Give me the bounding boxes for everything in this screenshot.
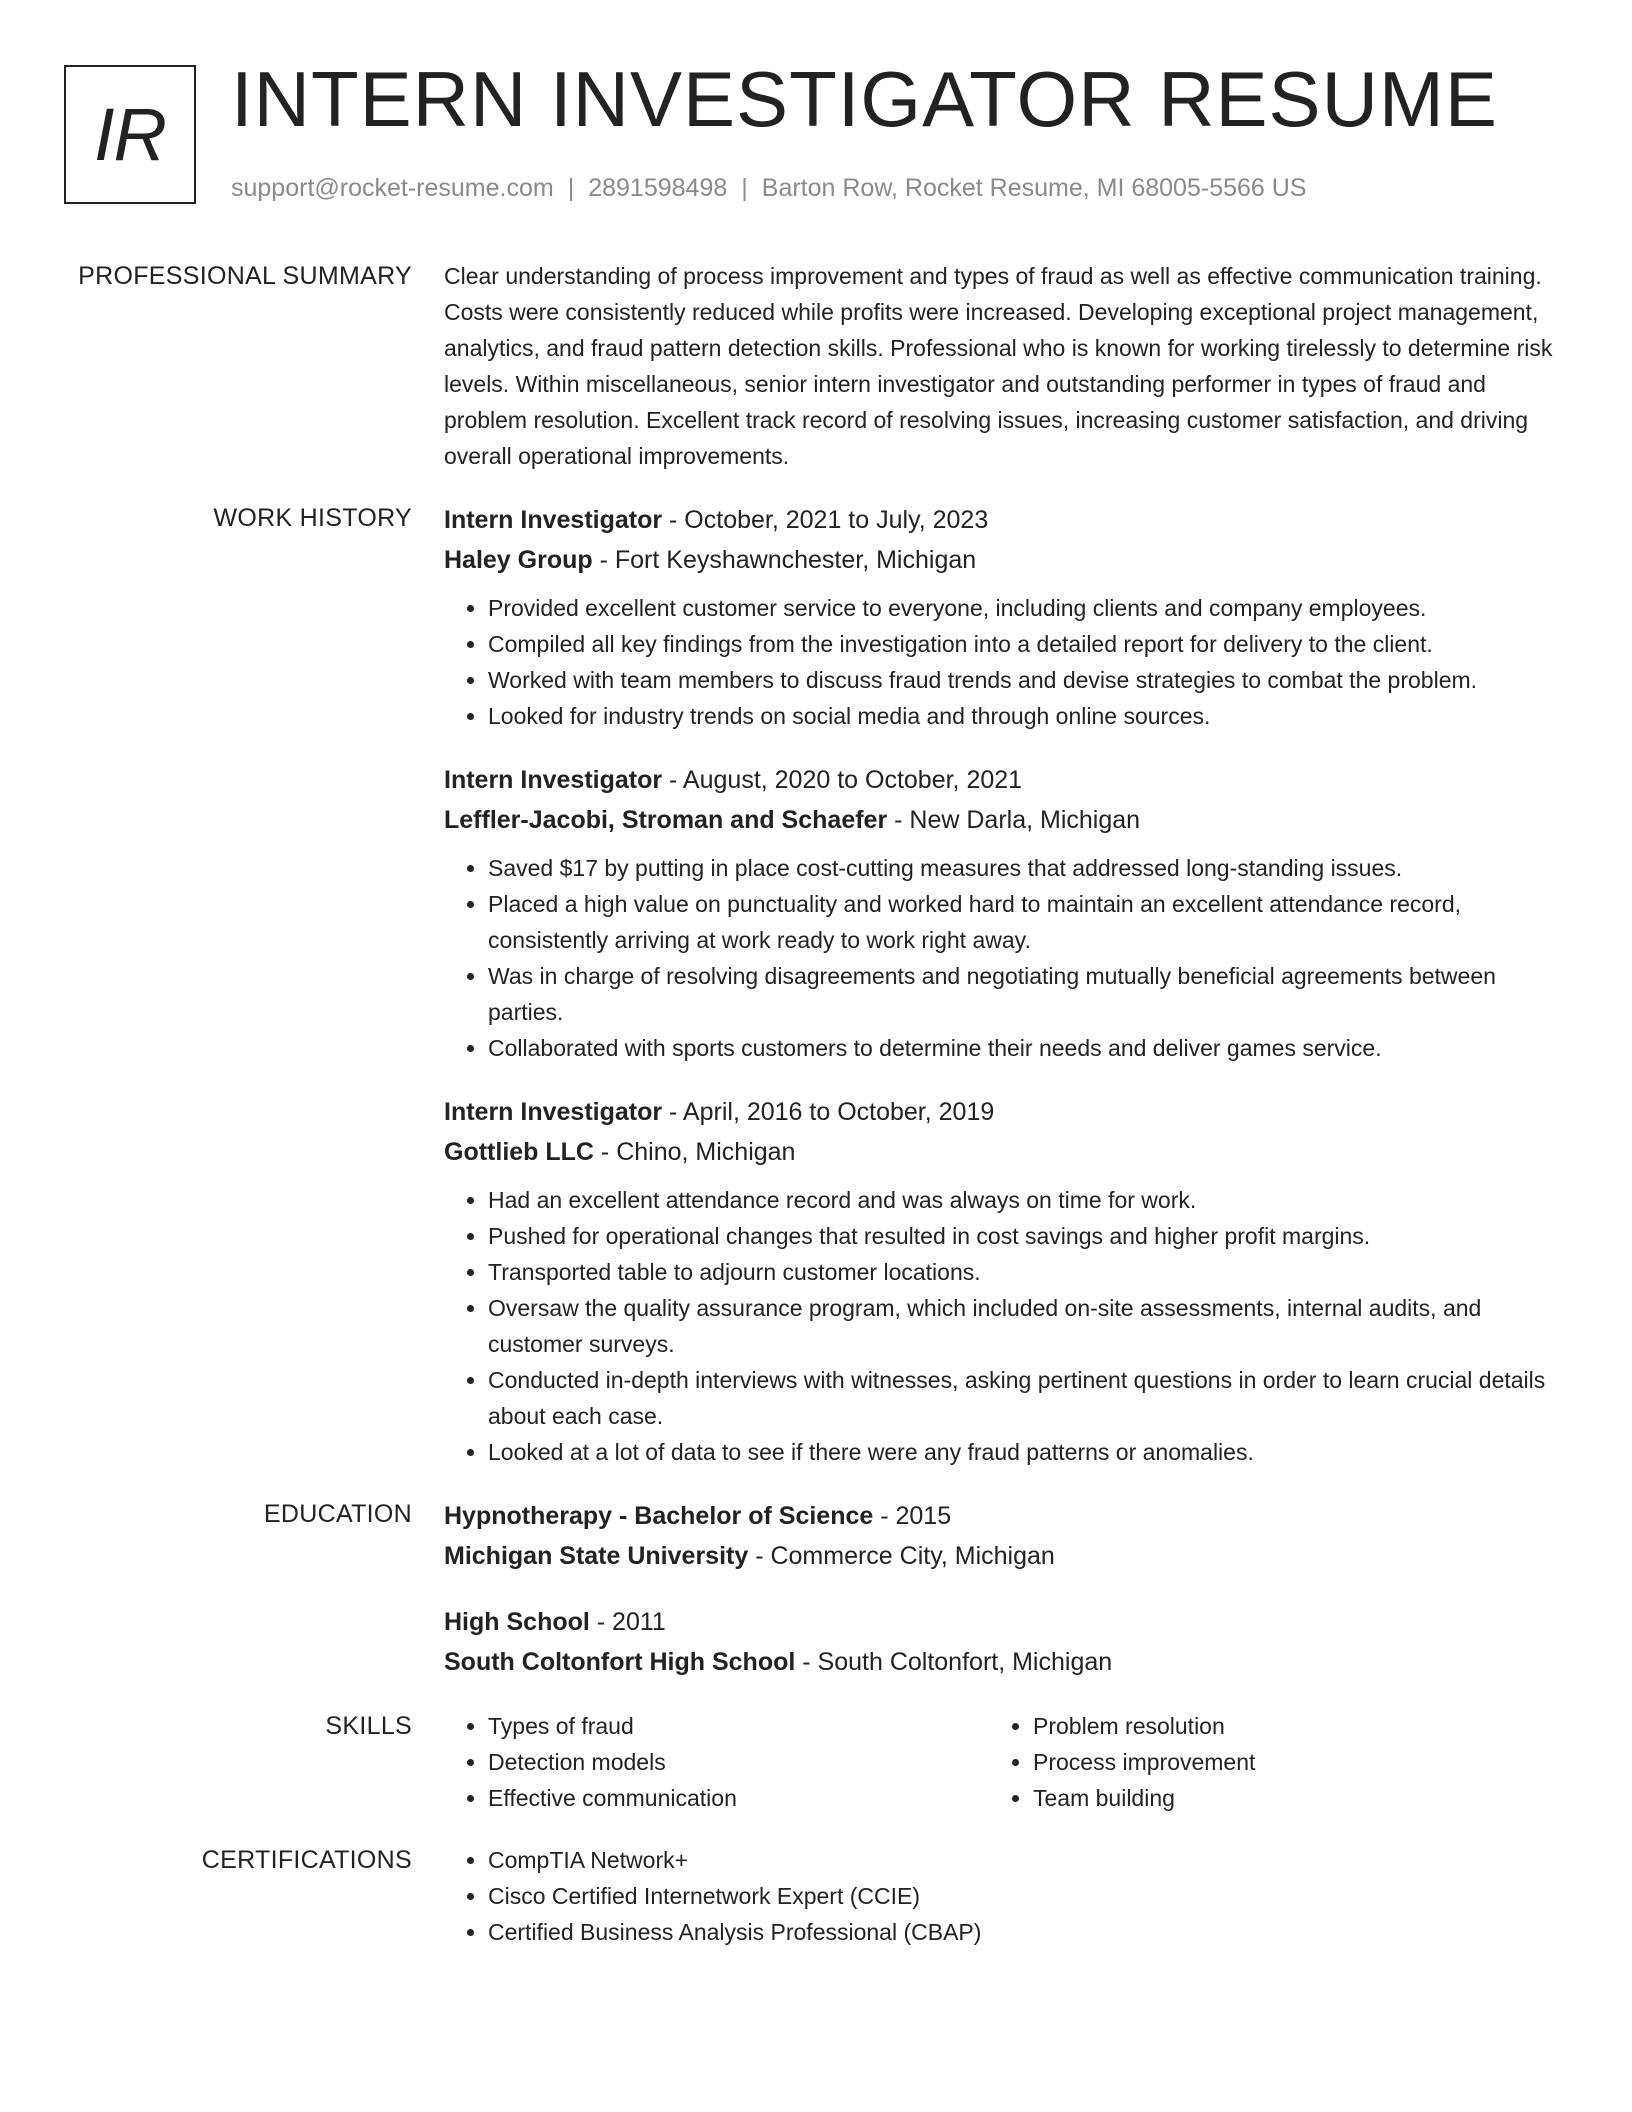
section-body: [444, 1708, 1559, 1816]
job-location: - New Darla, Michigan: [887, 806, 1141, 834]
contact-phone: 2891598498: [588, 174, 728, 202]
skill-item: • Detection models: [488, 1744, 989, 1780]
resume-content: [0, 258, 1632, 1976]
job-entry: [444, 760, 1559, 1066]
skill-item: • Types of fraud: [488, 1708, 989, 1744]
degree: Hypnotherapy - Bachelor of Science: [444, 1502, 874, 1530]
skill-item: • Team building: [1033, 1780, 1534, 1816]
education-section: [0, 1496, 1632, 1682]
job-dates: - April, 2016 to October, 2019: [662, 1098, 995, 1126]
list-item: • Oversaw the quality assurance program, which included on-site assessments, internal audits, and customer surveys.: [488, 1290, 1559, 1362]
job-company: Leffler-Jacobi, Stroman and Schaefer: [444, 806, 888, 834]
monogram-logo: IR: [64, 65, 196, 204]
job-location: - Chino, Michigan: [593, 1138, 796, 1166]
degree: High School: [444, 1608, 590, 1636]
certification-item: • Certified Business Analysis Professional (CBAP): [488, 1914, 1559, 1950]
summary-text: Clear understanding of process improvement and types of fraud as well as effective communication training. Costs were consistently reduced while profits were increased. Developing exceptional project management, analytics, and fraud pattern detection skills. Professional who is known for working tirelessly to determine risk levels. Within miscellaneous, senior intern investigator and outstanding performer in types of fraud and problem resolution. Excellent track record of resolving issues, increasing customer satisfaction, and driving overall operational improvements.: [444, 263, 1553, 469]
list-item: • Had an excellent attendance record and was always on time for work.: [488, 1182, 1559, 1218]
job-entry: [444, 1092, 1559, 1470]
job-dates: - August, 2020 to October, 2021: [662, 766, 1023, 794]
job-company-line: [444, 1132, 1559, 1172]
school-line: [444, 1642, 1559, 1682]
list-item: • Pushed for operational changes that resulted in cost savings and higher profit margins.: [488, 1218, 1559, 1254]
school-location: - South Coltonfort, Michigan: [795, 1648, 1113, 1676]
list-item: • Worked with team members to discuss fraud trends and devise strategies to combat the problem.: [488, 662, 1559, 698]
school-name: South Coltonfort High School: [444, 1648, 796, 1676]
contact-email: support@rocket-resume.com: [231, 174, 554, 202]
skill-item: • Process improvement: [1033, 1744, 1534, 1780]
work-history-section: [0, 500, 1632, 1470]
degree-line: [444, 1602, 1559, 1642]
contact-separator: |: [567, 174, 575, 202]
contact-line: [231, 174, 1306, 203]
skill-item: • Effective communication: [488, 1780, 989, 1816]
list-item: • Compiled all key findings from the investigation into a detailed report for delivery to the client.: [488, 626, 1559, 662]
degree-line: [444, 1496, 1559, 1536]
skills-section: [0, 1708, 1632, 1816]
section-body: [444, 1842, 1559, 1950]
graduation-year: - 2011: [589, 1608, 666, 1636]
school-line: [444, 1536, 1559, 1576]
school-location: - Commerce City, Michigan: [748, 1542, 1055, 1570]
school-name: Michigan State University: [444, 1542, 749, 1570]
job-company: Haley Group: [444, 546, 593, 574]
job-company-line: [444, 800, 1559, 840]
job-title-line: [444, 760, 1559, 800]
skills-column-right: [989, 1708, 1534, 1816]
certification-item: • CompTIA Network+: [488, 1842, 1559, 1878]
section-label: WORK HISTORY: [213, 504, 412, 532]
section-body: [444, 258, 1559, 474]
education-entry: [444, 1496, 1559, 1576]
job-title: Intern Investigator: [444, 766, 663, 794]
summary-section: [0, 258, 1632, 474]
list-item: • Looked at a lot of data to see if there were any fraud patterns or anomalies.: [488, 1434, 1559, 1470]
job-bullets: [444, 850, 1559, 1066]
list-item: • Saved $17 by putting in place cost-cutting measures that addressed long-standing issues.: [488, 850, 1559, 886]
contact-address: Barton Row, Rocket Resume, MI 68005-5566 US: [761, 174, 1307, 202]
list-item: • Provided excellent customer service to everyone, including clients and company employees.: [488, 590, 1559, 626]
job-company: Gottlieb LLC: [444, 1138, 594, 1166]
job-title: Intern Investigator: [444, 506, 663, 534]
section-label: PROFESSIONAL SUMMARY: [78, 262, 412, 290]
contact-separator: |: [741, 174, 748, 202]
job-company-line: [444, 540, 1559, 580]
job-title-line: [444, 1092, 1559, 1132]
job-title-line: [444, 500, 1559, 540]
graduation-year: - 2015: [873, 1502, 952, 1530]
job-entry: [444, 500, 1559, 734]
job-bullets: [444, 1182, 1559, 1470]
education-entry: [444, 1602, 1559, 1682]
certification-list: [444, 1842, 1559, 1950]
list-item: • Was in charge of resolving disagreements and negotiating mutually beneficial agreements between parties.: [488, 958, 1559, 1030]
section-label: SKILLS: [325, 1712, 412, 1740]
list-item: • Conducted in-depth interviews with witnesses, asking pertinent questions in order to learn crucial details about each case.: [488, 1362, 1559, 1434]
resume-title: INTERN INVESTIGATOR RESUME: [231, 55, 1498, 143]
job-title: Intern Investigator: [444, 1098, 663, 1126]
certifications-section: [0, 1842, 1632, 1950]
section-label: EDUCATION: [263, 1500, 412, 1528]
section-body: [444, 1496, 1559, 1682]
job-location: - Fort Keyshawnchester, Michigan: [592, 546, 977, 574]
section-label: CERTIFICATIONS: [201, 1846, 412, 1874]
skills-column-left: [444, 1708, 989, 1816]
section-body: [444, 500, 1559, 1470]
skill-item: • Problem resolution: [1033, 1708, 1534, 1744]
list-item: • Transported table to adjourn customer locations.: [488, 1254, 1559, 1290]
certification-item: • Cisco Certified Internetwork Expert (CCIE): [488, 1878, 1559, 1914]
list-item: • Collaborated with sports customers to determine their needs and deliver games service.: [488, 1030, 1559, 1066]
list-item: • Looked for industry trends on social media and through online sources.: [488, 698, 1559, 734]
job-dates: - October, 2021 to July, 2023: [662, 506, 989, 534]
job-bullets: [444, 590, 1559, 734]
skills-grid: [444, 1708, 1559, 1816]
list-item: • Placed a high value on punctuality and worked hard to maintain an excellent attendance record, consistently arriving at work ready to work right away.: [488, 886, 1559, 958]
